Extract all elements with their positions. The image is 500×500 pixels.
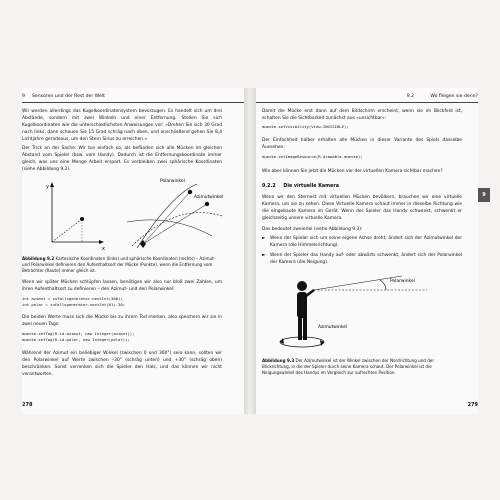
left-page (22, 88, 244, 414)
section-title: Die virtuelle Kamera (283, 184, 340, 189)
right-code-block-1: muecke.setVisibility(View.INVISIBLE); (262, 124, 349, 129)
left-paragraph-2: Der Trick an der Sache: Wir tun einfach so, als befänden sich alle Mücken im gleichen Abstand vom Spieler (bzw. vom Handy). Dadurch ist die Entfernungskoordinate immer gleich, was uns eine Menge Arbeit erspart. Es verbleiben zwei sphärische Koordinaten (siehe Abbildung 9.2). (22, 146, 222, 172)
left-paragraph-1: Wir werden allerdings das Kugelkoordinatensystem bevorzugen. Es handelt sich um drei Abstände, sondern mit zwei Winkeln und einer Entfernung. Stellen Sie sich Kugelkoordinaten wie die unterschiedlichsten Anweisungen vor: »Drehen Sie sich 30 Grad nach links, dann schauen Sie 15 Grad schräg nach oben, und anschließend gehen Sie 8,4 Lichtjahre geradeaus, um den Stern Sirius zu erreichen.« (22, 109, 222, 142)
bullet-item-2 (262, 252, 462, 266)
person-silhouette (297, 281, 314, 340)
left-paragraph-4: Die beiden Werte muss sich die Mücke bis zu ihrem Tod merken, also speichern wir sie in zwei neuen Tags: (22, 315, 222, 327)
bullet-text-2: Wenn der Spieler das Handy auf- oder abwärts schwenkt, ändert sich der Polarwinkel der Kamera (die Neigung). (270, 253, 462, 265)
right-code-block-2: muecke.setImageResource(R.drawable.muecke); (262, 154, 363, 159)
azimut-angle-label: Azimutwinkel (318, 325, 348, 330)
right-header-number: 9.2 (406, 94, 414, 99)
caption-label: Abbildung 9.2 (22, 256, 55, 261)
left-paragraph-5: Während der Azimut ein beliebiger Winkel (zwischen 0 und 360°) sein kann, sollten wir den Polarwinkel auf Werte zwischen –30° (schräg unten) und +30° (schräg oben) beschränken. Sonst verrenken sich die Spieler den Hals, und das können wir nicht verantworten. (22, 351, 222, 377)
book-gutter (244, 88, 256, 414)
right-paragraph-3: Wie aber können Sie jetzt die Mücken vor der virtuellen Kamera sichtbar machen? (262, 169, 443, 174)
spherical-diagram (127, 184, 222, 248)
right-running-header (256, 92, 478, 103)
right-page-number: 279 (467, 402, 478, 408)
left-paragraph-3: Wenn wir später Mücken schlüpfen lassen, benötigen wir also nur bloß zwei Zahlen, um ihren Aufenthaltsort zu definieren – den Azimut- und den Polarwinkel: (22, 280, 222, 292)
bullet-text-1: Wenn der Spieler sich um seine eigene Achse dreht, ändert sich der Azimutwinkel der Kamera (die Himmelsrichtung). (270, 236, 462, 248)
right-paragraph-2: Der Einfachheit halber erhalten alle Mücken in dieser Variante des Spiels dasselbe Aussehen: (262, 138, 462, 150)
polar-angle-label: Polarwinkel (160, 179, 185, 184)
camera-figure (262, 272, 462, 352)
azimut-angle-label: Azimutwinkel (194, 195, 224, 200)
section-number: 9.2.2 (262, 184, 276, 189)
cartesian-axes (50, 182, 104, 244)
right-paragraph-4: Wenn wir den Sternest mit virtuellen Mücken bevölkern, brauchen wir eine virtuelle Kamera, um sie zu sehen. Diese Virtuelle Kamera schaut immer in dieselbe Richtung wie die eingebaute Kamera im Gerät. Wenn der Spieler das Handy schwenkt, schwenkt er gleichzeitig unsere virtuelle Kamera. (262, 195, 462, 221)
caption-text: Der Azimutwinkel ist der Winkel zwischen der Nordrichtung und der Blickrichtung, in die der Spieler durch seine Kamera schaut. Der Polarwinkel ist die Neigungswinkel des Handys im Vergleich zur aufrechten Position. (262, 358, 435, 375)
right-page (256, 88, 478, 414)
bullet-arrow-icon: ► (262, 253, 266, 258)
caption-label: Abbildung 9.3 (262, 358, 295, 363)
left-page-number: 278 (22, 402, 33, 408)
left-running-header (22, 92, 244, 103)
y-axis-label: y (46, 184, 49, 190)
bullet-arrow-icon: ► (262, 236, 266, 241)
chapter-thumb-tab: 9 (478, 188, 490, 202)
left-header-title: Sensoren und der Rest der Welt (32, 94, 105, 99)
left-header-number: 9 (22, 94, 25, 99)
right-paragraph-1: Damit die Mücke erst dann auf dem Bildschirm erscheint, wenn sie im Blickfeld ist, schalten Sie die Sichtbarkeit zunächst aus »unsichtbar«: (262, 109, 462, 121)
coordinate-figure (32, 174, 232, 252)
figure-9-3-caption (262, 358, 462, 376)
right-header-title: Wo fliegen sie denn? (430, 94, 478, 99)
figure-9-2-caption (22, 256, 222, 274)
polar-angle-label: Polarwinkel (390, 279, 415, 284)
code-block-1: int azimut = zufallsgenerator.nextInt(360); int polar = zufallsgenerator.nextInt(61)-30; (22, 296, 126, 307)
x-axis-label: x (102, 246, 105, 252)
caption-text: Kartesische Koordinaten (links) und sphärische Koordinaten (rechts) – Azimut- und Polarwinkel definieren den Aufenthaltsort der Mücke (Punkte), wenn die Entfernung vom Betrachter (Raute) immer gleich ist. (22, 256, 216, 273)
right-paragraph-5: Das bedeutet zweierlei (siehe Abbildung 9.3): (262, 227, 363, 232)
bullet-item-1 (262, 235, 462, 249)
view-direction-line (314, 276, 402, 290)
code-block-2: muecke.setTag(R.id.azimut, new Integer(azimut)); muecke.setTag(R.id.polar, new Integer(polar)); (22, 331, 135, 342)
section-heading (262, 184, 339, 189)
